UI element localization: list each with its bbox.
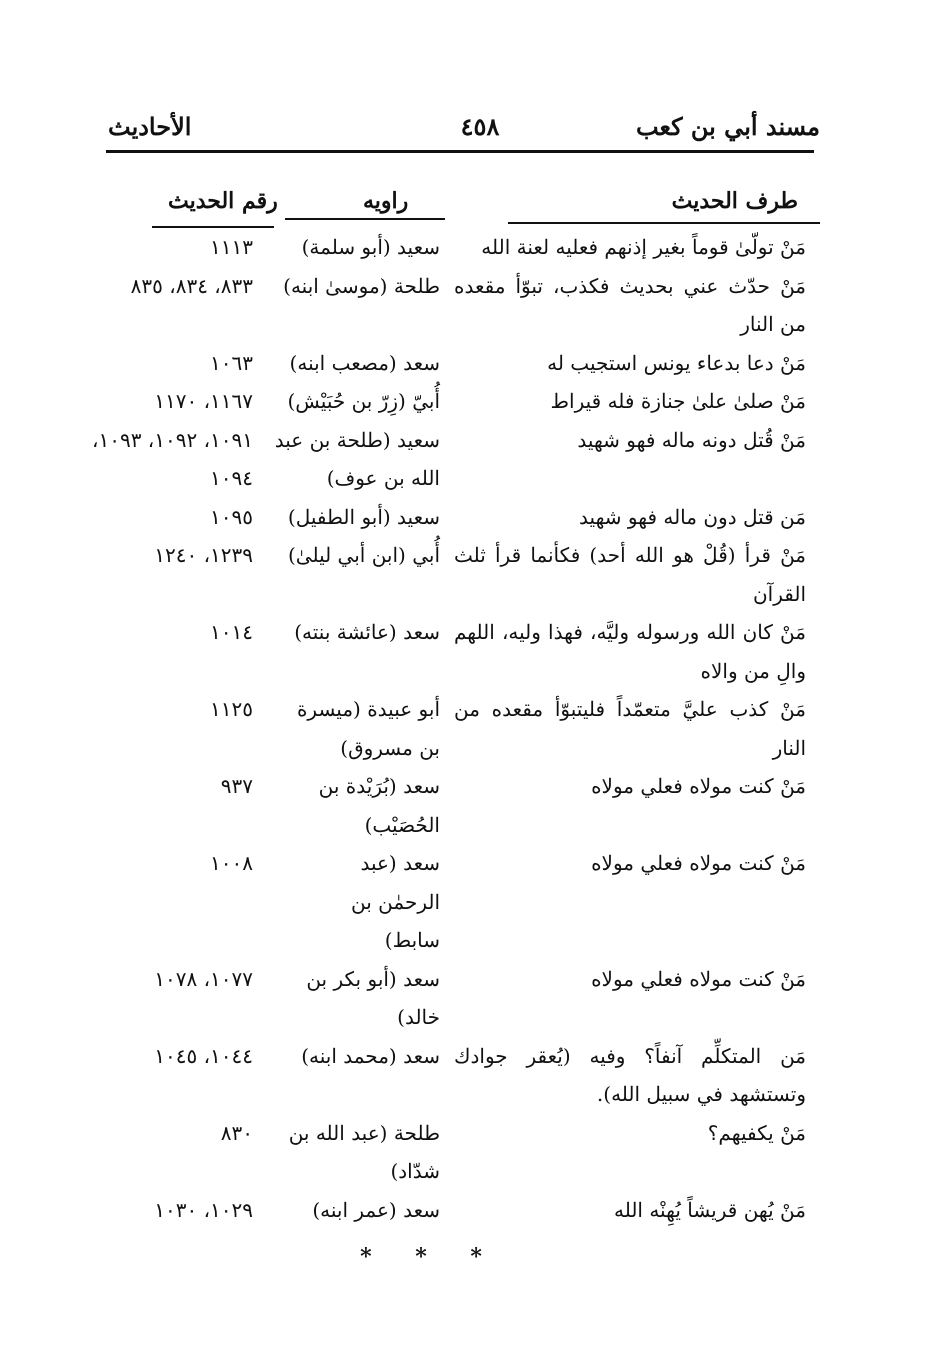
table-row	[0, 344, 948, 383]
rawi-text: طلحة (عبد الله بن شدّاد)	[288, 1120, 440, 1183]
rawi-text: أُبيّ (زِرّ بن حُبَيْش)	[287, 389, 440, 413]
hadith-numbers: ١١٦٧، ١١٧٠	[154, 389, 253, 413]
rawi-text: سعد (مصعب ابنه)	[289, 350, 440, 375]
hadith-text: مَنْ دعا بدعاء يونس استجيب له	[547, 350, 806, 375]
rawi-text: أبو عبيدة (ميسرة بن مسروق)	[296, 697, 440, 760]
table-row	[0, 498, 948, 537]
column-heading-rawi: راويه	[363, 188, 409, 214]
hadith-numbers: ١٠٤٤، ١٠٤٥	[154, 1043, 253, 1068]
rawi-text: سعد (عائشة بنته)	[294, 620, 440, 644]
hadith-text: مَنْ قرأ (قُلْ هو الله أحد) فكأنما قرأ ثلث القرآن	[454, 543, 806, 606]
rawi-text: سعد (عمر ابنه)	[312, 1197, 440, 1222]
table-row	[0, 690, 948, 767]
hadith-numbers: ١٢٣٩، ١٢٤٠	[154, 543, 253, 567]
hadith-numbers: ١١١٣	[210, 235, 253, 259]
hadith-text: مَنْ كنت مولاه فعلي مولاه	[591, 774, 806, 798]
table-row	[0, 421, 948, 498]
page-number: ٤٥٨	[460, 112, 500, 141]
hadith-text: مَن قتل دون ماله فهو شهيد	[579, 504, 806, 529]
hadith-numbers: ١١٢٥	[210, 697, 253, 721]
hadith-text: مَنْ صلىٰ علىٰ جنازة فله قيراط	[550, 389, 806, 413]
hadith-numbers: ١٠٠٨	[210, 851, 253, 875]
table-row	[0, 382, 948, 421]
table-row	[0, 1037, 948, 1114]
rawi-text: سعد (محمد ابنه)	[301, 1043, 440, 1068]
table-row	[0, 1114, 948, 1191]
hadith-numbers: ٨٣٣، ٨٣٤، ٨٣٥	[130, 273, 253, 298]
table-row	[0, 613, 948, 690]
table-row	[0, 844, 948, 960]
hadith-text: مَنْ قُتل دونه ماله فهو شهيد	[577, 427, 806, 452]
rawi-text: طلحة (موسىٰ ابنه)	[283, 273, 440, 298]
hadith-numbers: ١٠٢٩، ١٠٣٠	[154, 1197, 253, 1222]
column-rule-rawi	[285, 218, 445, 220]
table-row	[0, 960, 948, 1037]
hadith-text: مَنْ كنت مولاه فعلي مولاه	[591, 966, 806, 991]
hadith-numbers: ١٠٧٧، ١٠٧٨	[154, 966, 253, 991]
rawi-text: سعد (بُرَيْدة بن الحُصَيْب)	[318, 774, 440, 837]
hadith-text: مَن المتكلِّم آنفاً؟ وفيه (يُعقر جوادك وتستشهد في سبيل الله).	[454, 1043, 806, 1106]
hadith-numbers: ٩٣٧	[220, 774, 253, 798]
end-ornament: * * *	[360, 1244, 500, 1270]
book-title: مسند أبي بن كعب	[635, 112, 820, 141]
hadith-text: مَنْ كنت مولاه فعلي مولاه	[591, 851, 806, 875]
hadith-text: مَنْ كذب عليَّ متعمّداً فليتبوّأ مقعده من النار	[454, 697, 806, 760]
rawi-text: سعد (عبد الرحمٰن بن سابط)	[351, 851, 440, 952]
column-rule-hadith	[508, 222, 820, 224]
hadith-text: مَنْ كان الله ورسوله وليَّه، فهذا وليه، اللهم والِ من والاه	[454, 620, 806, 683]
hadith-text: مَنْ تولّىٰ قوماً بغير إذنهم فعليه لعنة الله	[481, 235, 806, 259]
table-row	[0, 228, 948, 267]
table-row	[0, 1191, 948, 1230]
hadith-table	[0, 228, 948, 1229]
rawi-text: سعيد (طلحة بن عبد الله بن عوف)	[274, 427, 440, 490]
hadith-numbers: ١٠٩٥	[210, 504, 253, 529]
column-heading-hadith: طرف الحديث	[671, 188, 798, 214]
hadith-text: مَنْ يكفيهم؟	[707, 1120, 806, 1145]
table-row	[0, 267, 948, 344]
hadith-text: مَنْ يُهن قريشاً يُهِنْه الله	[613, 1197, 806, 1222]
hadith-numbers: ١٠٩١، ١٠٩٢، ١٠٩٣، ١٠٩٤	[92, 427, 253, 490]
hadith-numbers: ٨٣٠	[220, 1120, 253, 1145]
hadith-numbers: ١٠١٤	[210, 620, 253, 644]
rawi-text: سعيد (أبو سلمة)	[301, 235, 440, 259]
column-heading-number: رقم الحديث	[168, 188, 278, 214]
section-title: الأحاديث	[108, 112, 192, 141]
rawi-text: سعد (أبو بكر بن خالد)	[306, 966, 440, 1029]
hadith-text: مَنْ حدّث عني بحديث فكذب، تبوّأ مقعده من النار	[454, 273, 806, 336]
hadith-numbers: ١٠٦٣	[210, 350, 253, 375]
rawi-text: سعيد (أبو الطفيل)	[287, 504, 440, 529]
header-rule	[106, 150, 814, 153]
table-row	[0, 536, 948, 613]
rawi-text: أُبي (ابن أبي ليلىٰ)	[287, 543, 440, 567]
table-row	[0, 767, 948, 844]
